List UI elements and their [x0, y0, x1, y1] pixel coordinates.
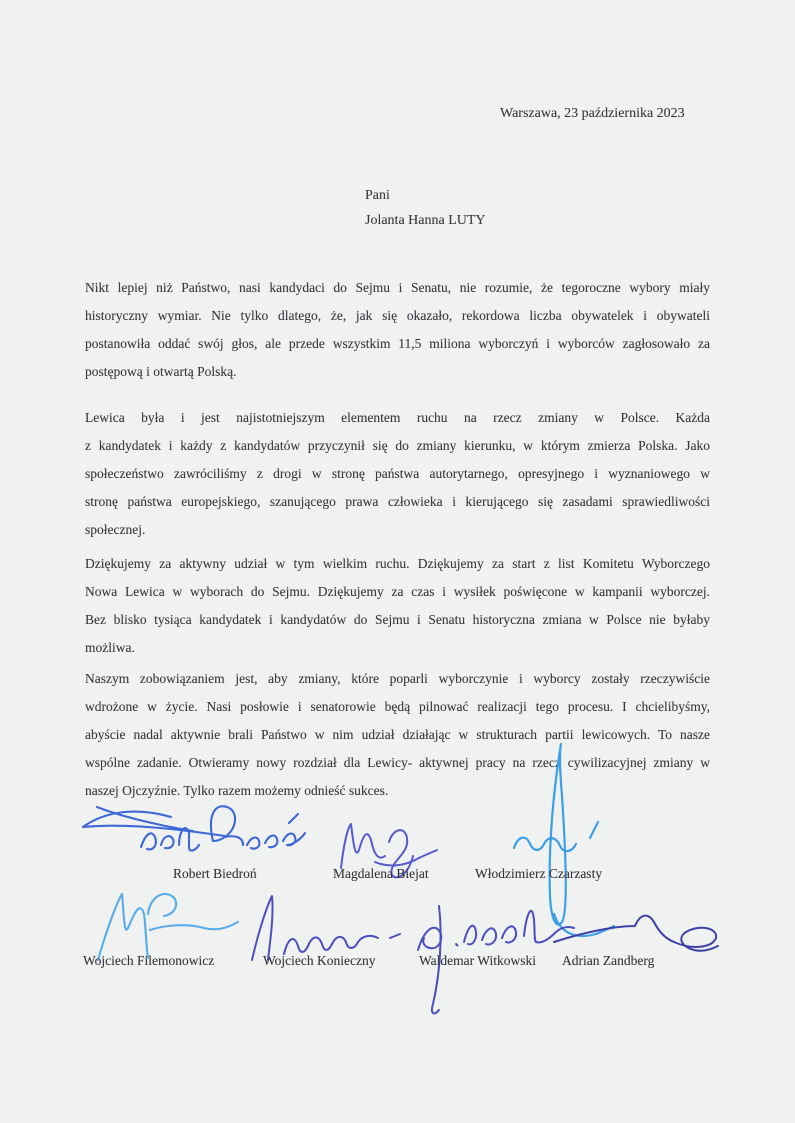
- text-line: Nikt lepiej niż Państwo, nasi kandydaci do Sejmu i Senatu, nie rozumie, że tegoroczne wybory miały: [85, 280, 710, 295]
- signature-name-robert-biedron: Robert Biedroń: [173, 866, 257, 881]
- signature-robert-biedron: [75, 795, 315, 870]
- signature-name-waldemar-witkowski: Waldemar Witkowski: [419, 953, 536, 968]
- text-line: naszej Ojczyźnie. Tylko razem możemy odnieść sukces.: [85, 783, 389, 798]
- text-line: Bez blisko tysiąca kandydatek i kandydatów do Sejmu i Senatu historyczna zmiana w Polsce nie byłaby: [85, 612, 710, 627]
- text-line: wspólne zadanie. Otwieramy nowy rozdział dla Lewicy- aktywnej pracy na rzecz cywilizacyjnej zmiany w: [85, 755, 710, 770]
- signature-ink-wojciech-konieczny: [252, 896, 400, 960]
- signature-name-magdalena-biejat: Magdalena Biejat: [333, 866, 429, 881]
- text-line: możliwa.: [85, 640, 135, 655]
- addressee-name: Jolanta Hanna LUTY: [365, 213, 486, 228]
- text-line: Lewica była i jest najistotniejszym elementem ruchu na rzecz zmiany w Polsce. Każda: [85, 410, 710, 425]
- text-line: abyście nadal aktywnie brali Państwo w nim udział działając w strukturach partii lewicowych. To nasze: [85, 727, 710, 742]
- signature-ink-wojciech-filemonowicz: [98, 894, 238, 960]
- signature-name-wojciech-filemonowicz: Wojciech Filemonowicz: [83, 953, 215, 968]
- signature-name-wojciech-konieczny: Wojciech Konieczny: [263, 953, 376, 968]
- dateline: Warszawa, 23 października 2023: [500, 106, 685, 121]
- text-line: Dziękujemy za aktywny udział w tym wielkim ruchu. Dziękujemy za start z list Komitetu Wyborczego: [85, 556, 710, 571]
- text-line: wdrożone w życie. Nasi posłowie i senatorowie będą pilnować realizacji tego procesu. I chcielibyśmy,: [85, 699, 710, 714]
- addressee-block: [365, 183, 486, 233]
- text-line: społecznej.: [85, 522, 146, 537]
- signature-name-wlodzimierz-czarzasty: Włodzimierz Czarzasty: [475, 866, 603, 881]
- text-line: postanowiła oddać swój głos, ale przede wszystkim 11,5 miliona wyborczyń i wyborców zagłosowało za: [85, 336, 710, 351]
- signature-ink-robert-biedron: [83, 806, 305, 850]
- signature-ink-adrian-zandberg: [554, 916, 718, 951]
- paragraph-4: [85, 665, 710, 805]
- addressee-salutation: Pani: [365, 188, 390, 203]
- paragraph-1: [85, 274, 710, 386]
- text-line: stronę państwa europejskiego, szanującego prawa człowieka i kierującego się zasadami sprawiedliwości: [85, 494, 710, 509]
- text-line: Nowa Lewica w wyborach do Sejmu. Dziękujemy za czas i wysiłek poświęcone w kampanii wyborczej.: [85, 584, 710, 599]
- text-line: z kandydatek i każdy z kandydatów przyczynił się do zmiany kierunku, w którym zmierza Polska. Jako: [85, 438, 710, 453]
- text-line: Naszym zobowiązaniem jest, aby zmiany, które poparli wyborczynie i wyborcy zostały rzeczywiście: [85, 671, 710, 686]
- text-line: postępową i otwartą Polską.: [85, 364, 237, 379]
- paragraph-3: [85, 550, 710, 662]
- paragraph-2: [85, 404, 710, 544]
- text-line: historyczny wymiar. Nie tylko dlatego, że, jak się okazało, rekordowa liczba obywatelek i obywateli: [85, 308, 710, 323]
- text-line: społeczeństwo zawróciliśmy z drogi w stronę państwa autorytarnego, opresyjnego i wyznaniowego w: [85, 466, 710, 481]
- signature-name-adrian-zandberg: Adrian Zandberg: [562, 953, 655, 968]
